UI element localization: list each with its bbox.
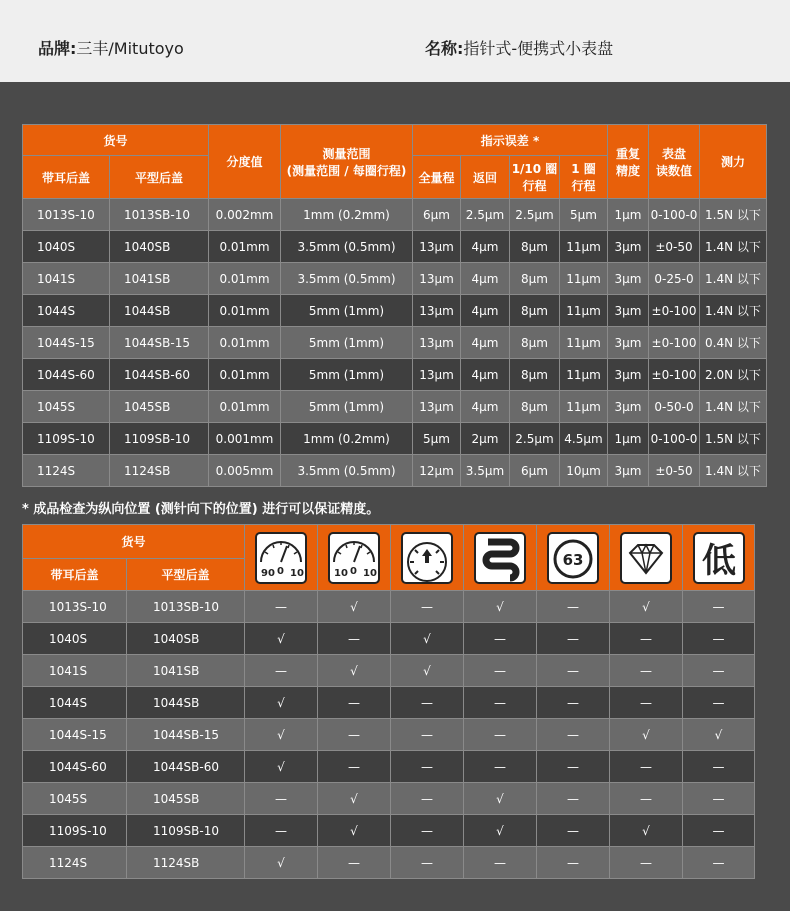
cell-range: 5mm (1mm) <box>281 391 413 423</box>
svg-text:0: 0 <box>277 565 284 577</box>
cell-full-range-error: 13µm <box>413 359 461 391</box>
th-one-rev <box>560 156 608 199</box>
th-dial-line1: 表盘 <box>661 146 686 161</box>
cell-dial-reading: 0-100-0 <box>649 199 700 231</box>
th-onerev-line2: 行程 <box>571 179 596 193</box>
svg-text:63: 63 <box>562 550 584 569</box>
cell-graduation: 0.001mm <box>209 423 281 455</box>
cell-range: 3.5mm (0.5mm) <box>281 455 413 487</box>
check-mark: √ <box>391 655 464 687</box>
dash-mark: — <box>537 751 610 783</box>
brand-value: 三丰/Mitutoyo <box>76 39 184 58</box>
cell-return-error: 4µm <box>461 359 510 391</box>
cell-lug-back-no: 1044S-60 <box>23 359 110 391</box>
cell-repeatability: 3µm <box>608 455 649 487</box>
dash-mark: — <box>245 815 318 847</box>
cell-flat-back-no: 1124SB <box>127 847 245 879</box>
low-force-icon <box>693 532 745 584</box>
table-row <box>23 423 767 455</box>
cell-repeatability: 1µm <box>608 423 649 455</box>
table-row <box>23 591 755 623</box>
cell-tenth-rev-error: 8µm <box>510 359 560 391</box>
table-row <box>23 783 755 815</box>
feature-table <box>22 524 755 879</box>
spring-icon <box>474 532 526 584</box>
table-row <box>23 359 767 391</box>
product-name-label: 名称: <box>425 39 464 58</box>
dial-arrow-icon <box>401 532 453 584</box>
table-row <box>23 199 767 231</box>
cell-lug-back-no: 1045S <box>23 391 110 423</box>
dash-mark: — <box>537 847 610 879</box>
th-force: 测力 <box>700 125 767 199</box>
check-mark: √ <box>464 591 537 623</box>
table-row <box>23 231 767 263</box>
cell-dial-reading: 0-25-0 <box>649 263 700 295</box>
cell-graduation: 0.01mm <box>209 391 281 423</box>
cell-tenth-rev-error: 8µm <box>510 391 560 423</box>
cell-flat-back-no: 1044SB-60 <box>110 359 209 391</box>
th-item-no: 货号 <box>23 125 209 156</box>
cell-range: 5mm (1mm) <box>281 359 413 391</box>
cell-flat-back-no: 1041SB <box>110 263 209 295</box>
cell-full-range-error: 12µm <box>413 455 461 487</box>
check-mark: √ <box>318 815 391 847</box>
cell-graduation: 0.01mm <box>209 327 281 359</box>
th-icon-7 <box>683 525 755 591</box>
dash-mark: — <box>610 783 683 815</box>
cell-flat-back-no: 1044SB <box>110 295 209 327</box>
dash-mark: — <box>683 847 755 879</box>
th2-flat-back: 平型后盖 <box>127 559 245 591</box>
cell-return-error: 4µm <box>461 295 510 327</box>
cell-return-error: 4µm <box>461 231 510 263</box>
cell-lug-back-no: 1040S <box>23 231 110 263</box>
check-mark: √ <box>464 815 537 847</box>
cell-lug-back-no: 1124S <box>23 847 127 879</box>
check-mark: √ <box>318 591 391 623</box>
dash-mark: — <box>537 591 610 623</box>
cell-repeatability: 3µm <box>608 231 649 263</box>
dash-mark: — <box>391 719 464 751</box>
table-row <box>23 327 767 359</box>
dash-mark: — <box>610 751 683 783</box>
cell-range: 5mm (1mm) <box>281 327 413 359</box>
th-flat-back: 平型后盖 <box>110 156 209 199</box>
cell-full-range-error: 5µm <box>413 423 461 455</box>
cell-lug-back-no: 1044S <box>23 295 110 327</box>
cell-lug-back-no: 1109S-10 <box>23 815 127 847</box>
cell-flat-back-no: 1045SB <box>110 391 209 423</box>
th-tenth-rev <box>510 156 560 199</box>
cell-force: 1.5N 以下 <box>700 423 767 455</box>
cell-graduation: 0.01mm <box>209 295 281 327</box>
dial-10-0-10-icon <box>328 532 380 584</box>
check-mark: √ <box>245 751 318 783</box>
cell-flat-back-no: 1044SB-60 <box>127 751 245 783</box>
dash-mark: — <box>683 751 755 783</box>
product-header <box>0 0 790 82</box>
table-row <box>23 295 767 327</box>
dial-90-0-10-icon <box>255 532 307 584</box>
th-onerev-line1: 1 圈 <box>571 162 596 176</box>
cell-force: 1.4N 以下 <box>700 455 767 487</box>
cell-flat-back-no: 1044SB-15 <box>110 327 209 359</box>
cell-flat-back-no: 1013SB-10 <box>127 591 245 623</box>
cell-graduation: 0.01mm <box>209 263 281 295</box>
cell-flat-back-no: 1109SB-10 <box>127 815 245 847</box>
cell-force: 1.4N 以下 <box>700 391 767 423</box>
table-row <box>23 263 767 295</box>
dash-mark: — <box>683 655 755 687</box>
product-name-value: 指针式-便携式小表盘 <box>463 39 614 58</box>
cell-one-rev-error: 10µm <box>560 455 608 487</box>
dash-mark: — <box>318 847 391 879</box>
dash-mark: — <box>537 687 610 719</box>
cell-full-range-error: 13µm <box>413 263 461 295</box>
dash-mark: — <box>683 591 755 623</box>
dash-mark: — <box>245 783 318 815</box>
brand-field <box>38 36 184 59</box>
check-mark: √ <box>245 623 318 655</box>
th-icon-5 <box>537 525 610 591</box>
cell-lug-back-no: 1044S-15 <box>23 327 110 359</box>
svg-text:90: 90 <box>261 567 275 579</box>
th-repeatability <box>608 125 649 199</box>
dash-mark: — <box>610 623 683 655</box>
cell-flat-back-no: 1040SB <box>110 231 209 263</box>
check-mark: √ <box>464 783 537 815</box>
table-row <box>23 815 755 847</box>
th-icon-1 <box>245 525 318 591</box>
th-full-range: 全量程 <box>413 156 461 199</box>
dash-mark: — <box>464 655 537 687</box>
dash-mark: — <box>610 655 683 687</box>
cell-one-rev-error: 11µm <box>560 327 608 359</box>
cell-force: 1.5N 以下 <box>700 199 767 231</box>
table-row <box>23 687 755 719</box>
dash-mark: — <box>318 751 391 783</box>
svg-text:10: 10 <box>334 567 348 579</box>
cell-force: 1.4N 以下 <box>700 295 767 327</box>
cell-repeatability: 1µm <box>608 199 649 231</box>
dash-mark: — <box>683 815 755 847</box>
cell-dial-reading: ±0-50 <box>649 455 700 487</box>
cell-force: 0.4N 以下 <box>700 327 767 359</box>
dash-mark: — <box>464 847 537 879</box>
cell-range: 3.5mm (0.5mm) <box>281 263 413 295</box>
table-row <box>23 655 755 687</box>
cell-lug-back-no: 1045S <box>23 783 127 815</box>
cell-full-range-error: 6µm <box>413 199 461 231</box>
dash-mark: — <box>683 623 755 655</box>
cell-tenth-rev-error: 2.5µm <box>510 199 560 231</box>
th-dial-line2: 读数值 <box>655 163 692 178</box>
cell-dial-reading: ±0-100 <box>649 359 700 391</box>
cell-flat-back-no: 1045SB <box>127 783 245 815</box>
brand-label: 品牌: <box>38 39 77 58</box>
svg-text:0: 0 <box>350 565 357 577</box>
table-row <box>23 751 755 783</box>
check-mark: √ <box>391 623 464 655</box>
svg-text:低: 低 <box>701 540 736 581</box>
th-range-line2: (测量范围 / 每圈行程) <box>286 163 407 178</box>
cell-flat-back-no: 1044SB-15 <box>127 719 245 751</box>
dash-mark: — <box>537 783 610 815</box>
cell-lug-back-no: 1044S <box>23 687 127 719</box>
cell-force: 1.4N 以下 <box>700 231 767 263</box>
dash-mark: — <box>464 751 537 783</box>
dash-mark: — <box>391 591 464 623</box>
svg-text:10: 10 <box>363 567 377 579</box>
cell-force: 1.4N 以下 <box>700 263 767 295</box>
cell-dial-reading: ±0-100 <box>649 295 700 327</box>
cell-dial-reading: ±0-50 <box>649 231 700 263</box>
th-icon-4 <box>464 525 537 591</box>
footnote: * 成品检查为纵向位置 (测针向下的位置) 进行可以保证精度。 <box>22 502 380 517</box>
th-return: 返回 <box>461 156 510 199</box>
th-icon-6 <box>610 525 683 591</box>
check-mark: √ <box>318 783 391 815</box>
th-tenth-line1: 1/10 圈 <box>511 162 558 176</box>
cell-one-rev-error: 11µm <box>560 231 608 263</box>
spec-table <box>22 124 767 487</box>
cell-return-error: 2.5µm <box>461 199 510 231</box>
cell-range: 1mm (0.2mm) <box>281 199 413 231</box>
dash-mark: — <box>464 623 537 655</box>
cell-lug-back-no: 1013S-10 <box>23 591 127 623</box>
cell-graduation: 0.005mm <box>209 455 281 487</box>
dash-mark: — <box>245 655 318 687</box>
dash-mark: — <box>537 655 610 687</box>
cell-lug-back-no: 1044S-15 <box>23 719 127 751</box>
cell-one-rev-error: 11µm <box>560 295 608 327</box>
cell-range: 1mm (0.2mm) <box>281 423 413 455</box>
cell-lug-back-no: 1109S-10 <box>23 423 110 455</box>
check-mark: √ <box>610 591 683 623</box>
cell-tenth-rev-error: 2.5µm <box>510 423 560 455</box>
cell-flat-back-no: 1041SB <box>127 655 245 687</box>
diamond-icon <box>620 532 672 584</box>
cell-flat-back-no: 1124SB <box>110 455 209 487</box>
cell-repeatability: 3µm <box>608 263 649 295</box>
table-row <box>23 623 755 655</box>
cell-tenth-rev-error: 8µm <box>510 295 560 327</box>
dash-mark: — <box>391 783 464 815</box>
dash-mark: — <box>683 687 755 719</box>
th-repeat-line2: 精度 <box>615 163 640 178</box>
cell-repeatability: 3µm <box>608 359 649 391</box>
cell-one-rev-error: 11µm <box>560 359 608 391</box>
dash-mark: — <box>391 751 464 783</box>
dash-mark: — <box>391 687 464 719</box>
product-name-field <box>425 36 613 59</box>
cell-one-rev-error: 11µm <box>560 391 608 423</box>
th-lug-back: 带耳后盖 <box>23 156 110 199</box>
dash-mark: — <box>464 719 537 751</box>
th2-item-no: 货号 <box>23 525 245 559</box>
cell-lug-back-no: 1124S <box>23 455 110 487</box>
cell-lug-back-no: 1041S <box>23 263 110 295</box>
cell-flat-back-no: 1109SB-10 <box>110 423 209 455</box>
dash-mark: — <box>683 783 755 815</box>
cell-flat-back-no: 1044SB <box>127 687 245 719</box>
th-graduation: 分度值 <box>209 125 281 199</box>
dash-mark: — <box>610 847 683 879</box>
cell-lug-back-no: 1013S-10 <box>23 199 110 231</box>
cell-graduation: 0.01mm <box>209 231 281 263</box>
cell-full-range-error: 13µm <box>413 327 461 359</box>
cell-lug-back-no: 1041S <box>23 655 127 687</box>
dash-mark: — <box>391 847 464 879</box>
check-mark: √ <box>245 687 318 719</box>
dash-mark: — <box>537 719 610 751</box>
table-row <box>23 391 767 423</box>
cell-tenth-rev-error: 8µm <box>510 327 560 359</box>
dash-mark: — <box>537 623 610 655</box>
cell-one-rev-error: 4.5µm <box>560 423 608 455</box>
cell-full-range-error: 13µm <box>413 391 461 423</box>
dash-mark: — <box>318 623 391 655</box>
cell-return-error: 3.5µm <box>461 455 510 487</box>
cell-flat-back-no: 1013SB-10 <box>110 199 209 231</box>
cell-dial-reading: ±0-100 <box>649 327 700 359</box>
th-repeat-line1: 重复 <box>615 146 640 161</box>
th2-lug-back: 带耳后盖 <box>23 559 127 591</box>
cell-flat-back-no: 1040SB <box>127 623 245 655</box>
cell-one-rev-error: 11µm <box>560 263 608 295</box>
table-row <box>23 719 755 751</box>
cell-repeatability: 3µm <box>608 391 649 423</box>
check-mark: √ <box>610 815 683 847</box>
check-mark: √ <box>318 655 391 687</box>
cell-tenth-rev-error: 6µm <box>510 455 560 487</box>
check-mark: √ <box>245 719 318 751</box>
cell-graduation: 0.01mm <box>209 359 281 391</box>
check-mark: √ <box>610 719 683 751</box>
table-row <box>23 455 767 487</box>
dash-mark: — <box>610 687 683 719</box>
dash-mark: — <box>318 687 391 719</box>
dash-mark: — <box>537 815 610 847</box>
cell-dial-reading: 0-100-0 <box>649 423 700 455</box>
cell-full-range-error: 13µm <box>413 231 461 263</box>
cell-range: 3.5mm (0.5mm) <box>281 231 413 263</box>
th-range-line1: 测量范围 <box>322 146 371 161</box>
th-icon-2 <box>318 525 391 591</box>
dash-mark: — <box>391 815 464 847</box>
th-dial-reading <box>649 125 700 199</box>
svg-text:10: 10 <box>290 567 304 579</box>
cell-return-error: 4µm <box>461 327 510 359</box>
cell-lug-back-no: 1040S <box>23 623 127 655</box>
cell-dial-reading: 0-50-0 <box>649 391 700 423</box>
th-tenth-line2: 行程 <box>522 179 547 193</box>
dash-mark: — <box>464 687 537 719</box>
cell-force: 2.0N 以下 <box>700 359 767 391</box>
cell-full-range-error: 13µm <box>413 295 461 327</box>
number-63-icon <box>547 532 599 584</box>
cell-tenth-rev-error: 8µm <box>510 263 560 295</box>
cell-return-error: 4µm <box>461 263 510 295</box>
cell-return-error: 4µm <box>461 391 510 423</box>
th-indication-error: 指示误差 * <box>413 125 608 156</box>
cell-one-rev-error: 5µm <box>560 199 608 231</box>
table-row <box>23 847 755 879</box>
cell-range: 5mm (1mm) <box>281 295 413 327</box>
cell-lug-back-no: 1044S-60 <box>23 751 127 783</box>
cell-graduation: 0.002mm <box>209 199 281 231</box>
cell-repeatability: 3µm <box>608 327 649 359</box>
cell-tenth-rev-error: 8µm <box>510 231 560 263</box>
cell-repeatability: 3µm <box>608 295 649 327</box>
th-range <box>281 125 413 199</box>
dash-mark: — <box>245 591 318 623</box>
th-icon-3 <box>391 525 464 591</box>
check-mark: √ <box>245 847 318 879</box>
check-mark: √ <box>683 719 755 751</box>
dash-mark: — <box>318 719 391 751</box>
cell-return-error: 2µm <box>461 423 510 455</box>
